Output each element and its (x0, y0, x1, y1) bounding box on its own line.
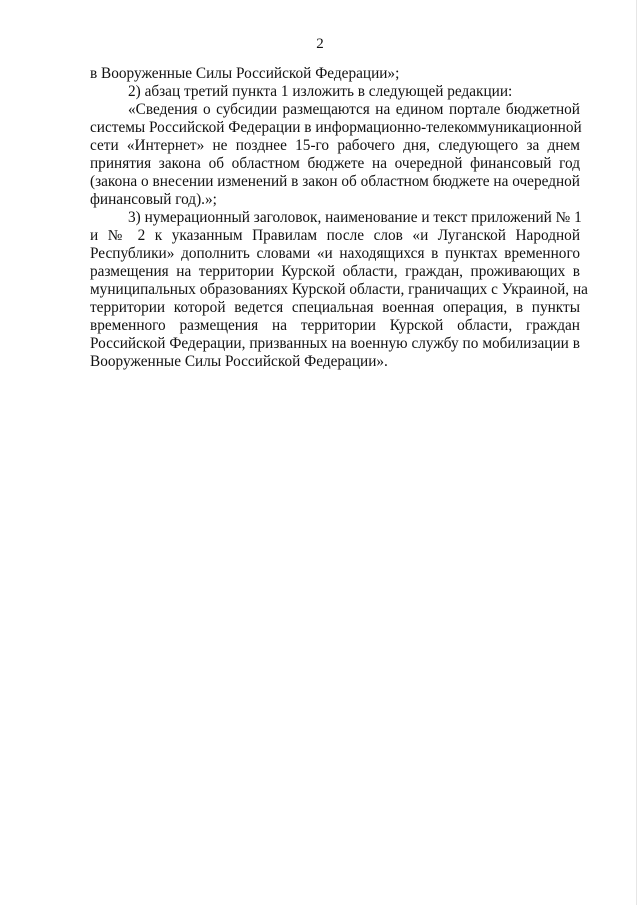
text-line: сети «Интернет» не позднее 15-го рабочего дня, следующего за днем (90, 137, 580, 154)
text-line: Республики» дополнить словами «и находящихся в пунктах временного (90, 245, 580, 262)
text-line: Вооруженные Силы Российской Федерации». (90, 353, 388, 370)
text-line: Российской Федерации, призванных на военную службу по мобилизации в (90, 335, 580, 352)
text-line: территории которой ведется специальная военная операция, в пункты (90, 299, 580, 316)
text-line: и № 2 к указанным Правилам после слов «и Луганской Народной (90, 227, 580, 244)
text-line: принятия закона об областном бюджете на очередной финансовый год (90, 155, 580, 172)
text-line: системы Российской Федерации в информационно-телекоммуникационной (90, 119, 582, 136)
text-line: 3) нумерационный заголовок, наименование и текст приложений № 1 (128, 209, 582, 226)
text-line: «Сведения о субсидии размещаются на едином портале бюджетной (128, 101, 580, 118)
scan-edge-divider (636, 0, 637, 905)
text-line: временного размещения на территории Курской области, граждан (90, 317, 580, 334)
text-line: размещения на территории Курской области, граждан, проживающих в (90, 263, 580, 280)
text-line: (закона о внесении изменений в закон об областном бюджете на очередной (90, 173, 580, 190)
text-line: финансовый год).»; (90, 191, 217, 208)
text-line: 2) абзац третий пункта 1 изложить в следующей редакции: (128, 83, 513, 100)
text-line: в Вооруженные Силы Российской Федерации»; (90, 65, 400, 82)
text-line: муниципальных образованиях Курской области, граничащих с Украиной, на (90, 281, 588, 298)
page-number: 2 (316, 36, 324, 52)
